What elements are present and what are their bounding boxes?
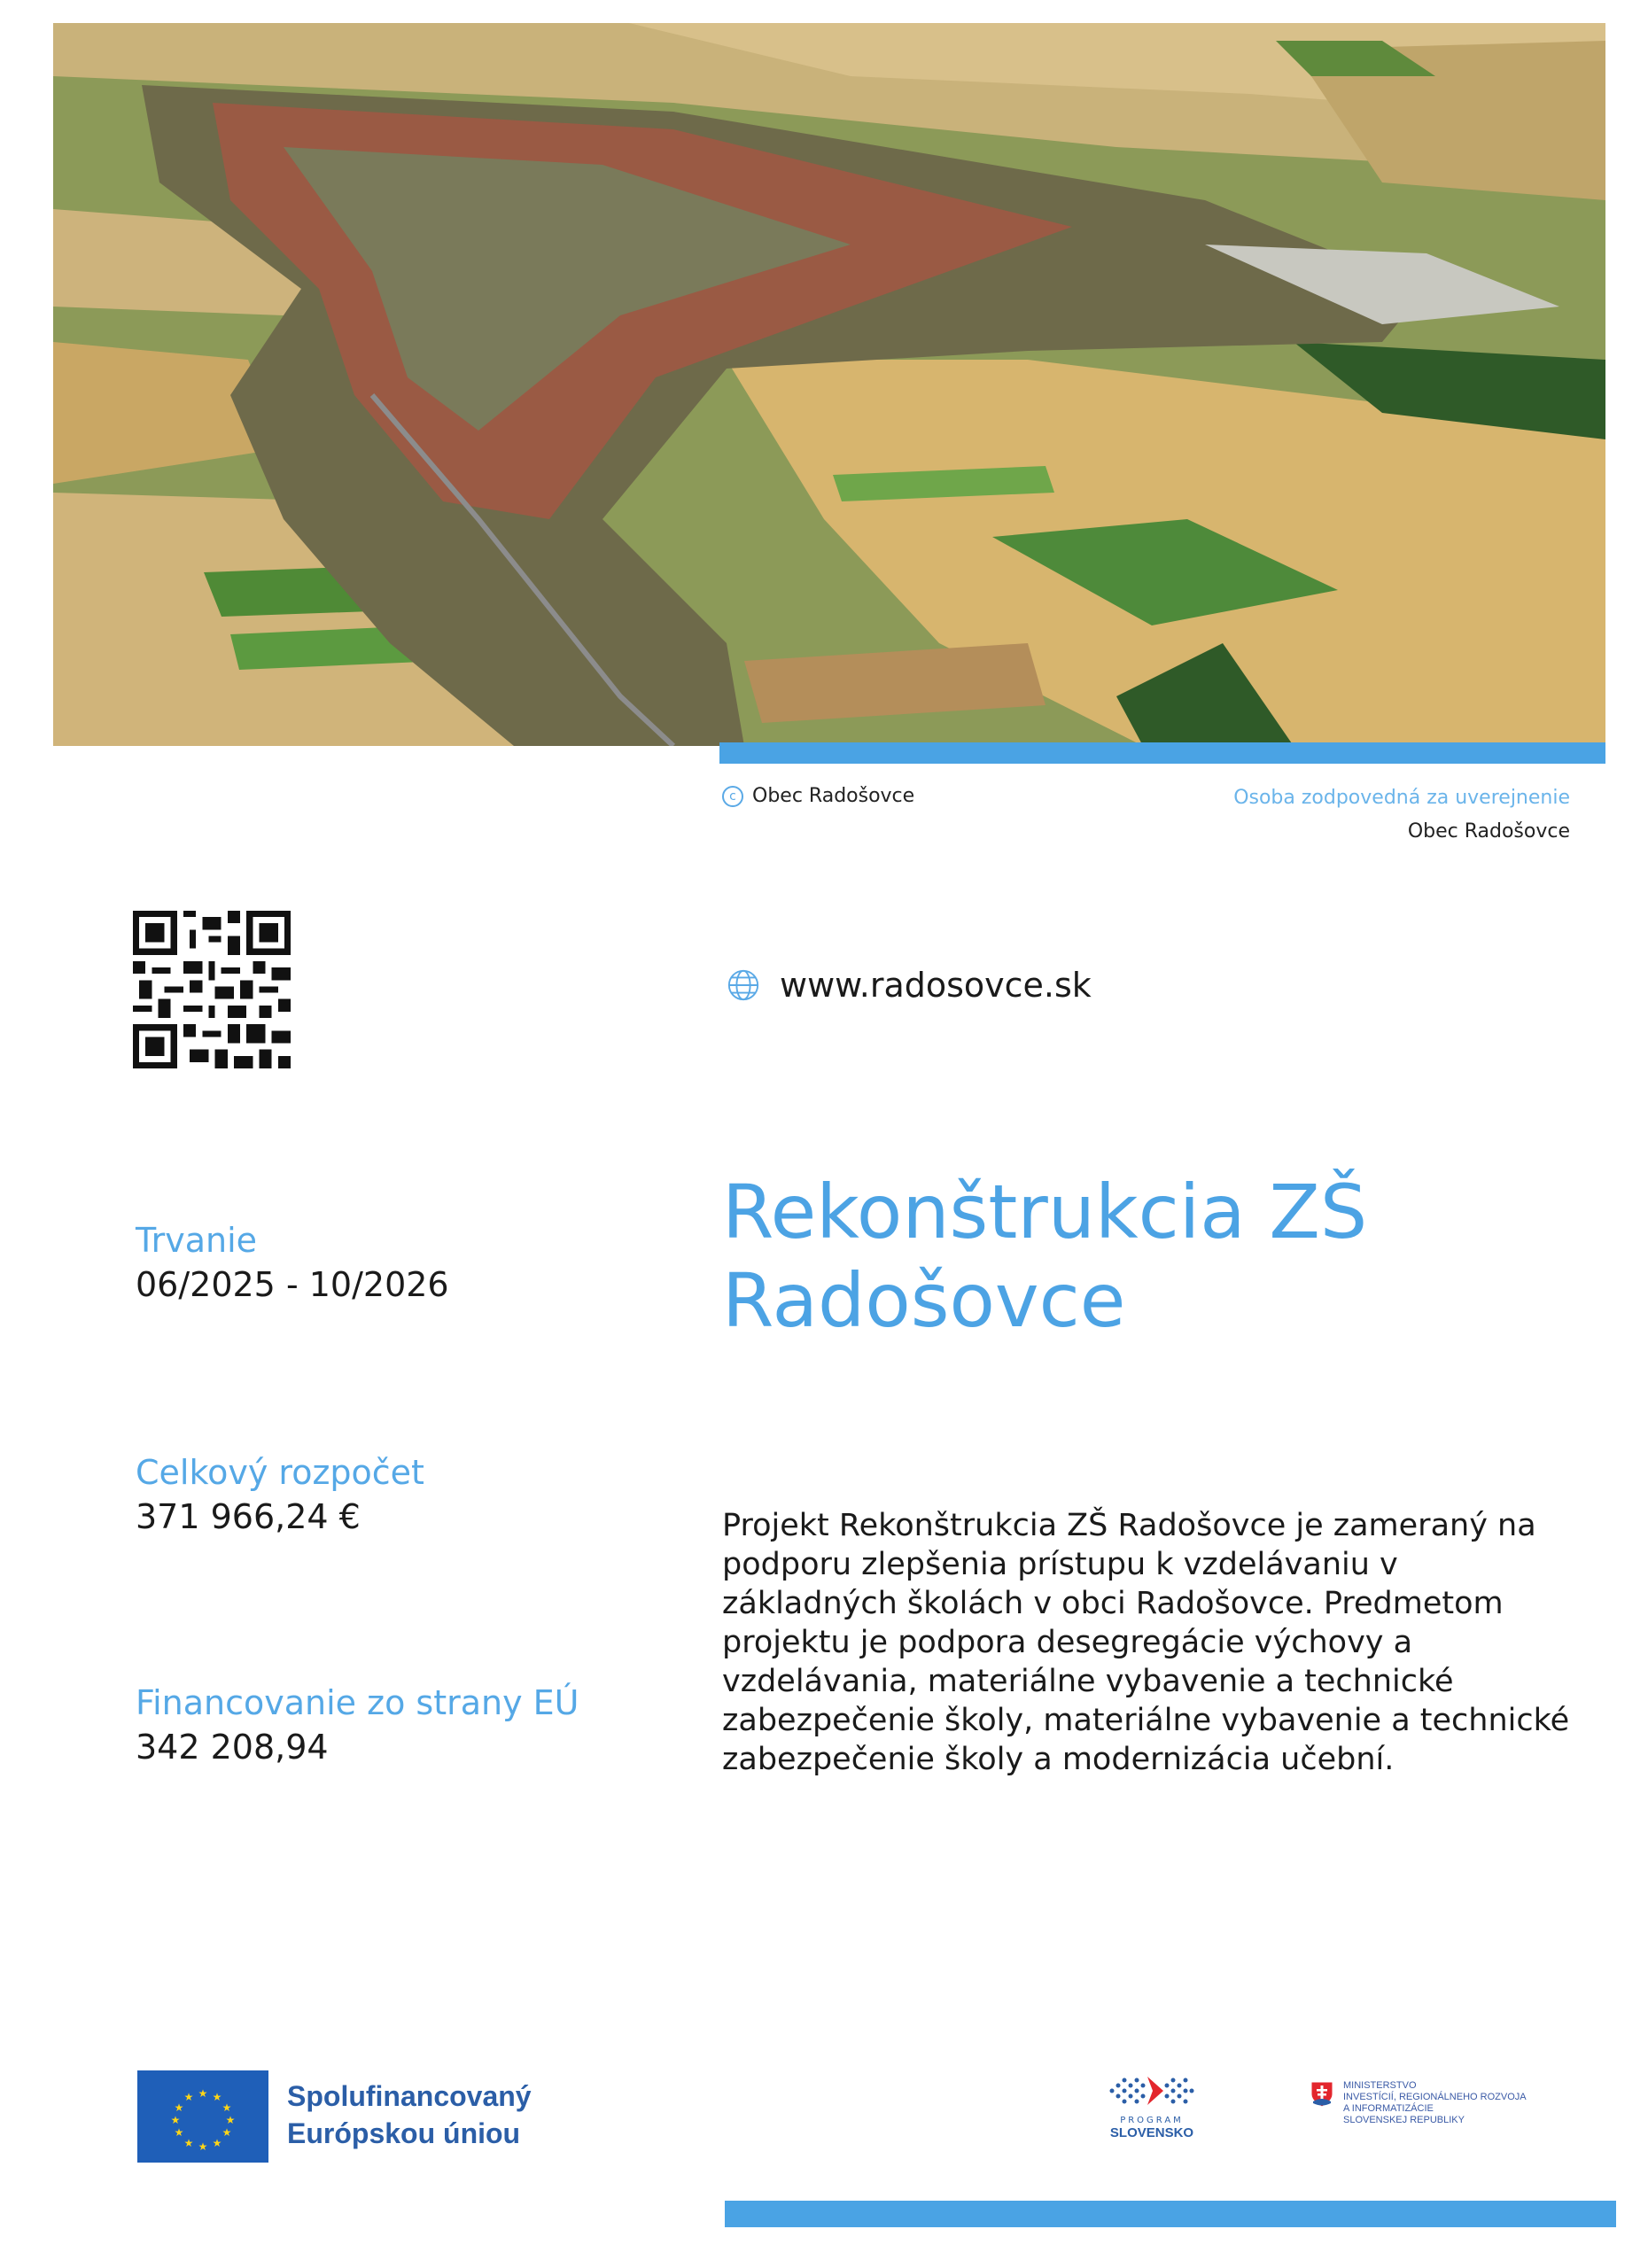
svg-text:★: ★ xyxy=(212,2091,222,2103)
svg-text:★: ★ xyxy=(225,2114,236,2126)
svg-text:★: ★ xyxy=(183,2091,194,2103)
ministry-logo xyxy=(1310,2080,1527,2126)
copyright-icon: c xyxy=(722,786,743,807)
project-title-line1: Rekonštrukcia ZŠ xyxy=(722,1169,1368,1255)
svg-text:★: ★ xyxy=(222,2101,232,2114)
eu-text-line1: Spolufinancovaný xyxy=(287,2080,532,2112)
qr-code[interactable] xyxy=(133,911,291,1068)
fact-label: Celkový rozpočet xyxy=(136,1453,424,1492)
eu-stars-icon xyxy=(137,2070,268,2163)
program-label-line1: PROGRAM xyxy=(1120,2116,1184,2125)
ministry-line: MINISTERSTVO xyxy=(1343,2080,1417,2091)
program-label-line2: SLOVENSKO xyxy=(1109,2125,1194,2140)
svg-text:★: ★ xyxy=(198,2087,208,2100)
svg-text:★: ★ xyxy=(174,2101,184,2114)
eu-flag-logo xyxy=(137,2070,268,2163)
svg-text:★: ★ xyxy=(170,2114,181,2126)
website-url[interactable]: www.radosovce.sk xyxy=(780,966,1092,1005)
slovak-coat-of-arms-icon xyxy=(1310,2080,1334,2109)
photo-credit xyxy=(722,785,914,807)
svg-text:★: ★ xyxy=(212,2137,222,2149)
ministry-line: A INFORMATIZÁCIE xyxy=(1343,2103,1434,2114)
eu-cofunded-text xyxy=(287,2078,532,2152)
program-dots-icon xyxy=(1103,2071,1201,2110)
fact-total-budget xyxy=(136,1453,424,1536)
fact-value: 371 966,24 € xyxy=(136,1497,361,1536)
website-link[interactable] xyxy=(727,966,1092,1005)
responsible-label: Osoba zodpovedná za uverejnenie xyxy=(1233,787,1570,809)
eu-text-line2: Európskou úniou xyxy=(287,2117,521,2149)
accent-bar-bottom xyxy=(725,2201,1616,2227)
svg-text:★: ★ xyxy=(174,2126,184,2139)
fact-eu-funding xyxy=(136,1683,579,1767)
fact-label: Financovanie zo strany EÚ xyxy=(136,1683,579,1722)
fact-value: 342 208,94 xyxy=(136,1728,329,1767)
ministry-line: INVESTÍCIÍ, REGIONÁLNEHO ROZVOJA xyxy=(1343,2092,1527,2102)
fact-label: Trvanie xyxy=(136,1221,258,1260)
responsible-name: Obec Radošovce xyxy=(1407,820,1570,843)
globe-icon xyxy=(727,968,760,1002)
project-title xyxy=(722,1168,1520,1345)
project-description: Projekt Rekonštrukcia ZŠ Radošovce je zameraný na podporu zlepšenia prístupu k vzdelávaniu v základných školách v obci Radošovce. Predmetom projektu je podpora desegregácie výchovy a vzdelávania, materiálne vybavenie a technické zabezpečenie školy, materiálne vybavenie a technické zabezpečenie školy a modernizácia učební. xyxy=(722,1508,1570,1777)
accent-bar-top xyxy=(719,742,1605,764)
fact-duration xyxy=(136,1221,449,1304)
responsible-person xyxy=(1233,781,1570,849)
svg-text:★: ★ xyxy=(183,2137,194,2149)
svg-text:★: ★ xyxy=(222,2126,232,2139)
svg-text:★: ★ xyxy=(198,2140,208,2153)
photo-credit-owner: Obec Radošovce xyxy=(752,785,915,807)
aerial-village-photo xyxy=(53,23,1605,746)
program-slovensko-logo xyxy=(1103,2071,1201,2140)
fact-value: 06/2025 - 10/2026 xyxy=(136,1265,449,1304)
project-title-line2: Radošovce xyxy=(722,1257,1126,1344)
ministry-line: SLOVENSKEJ REPUBLIKY xyxy=(1343,2115,1465,2125)
